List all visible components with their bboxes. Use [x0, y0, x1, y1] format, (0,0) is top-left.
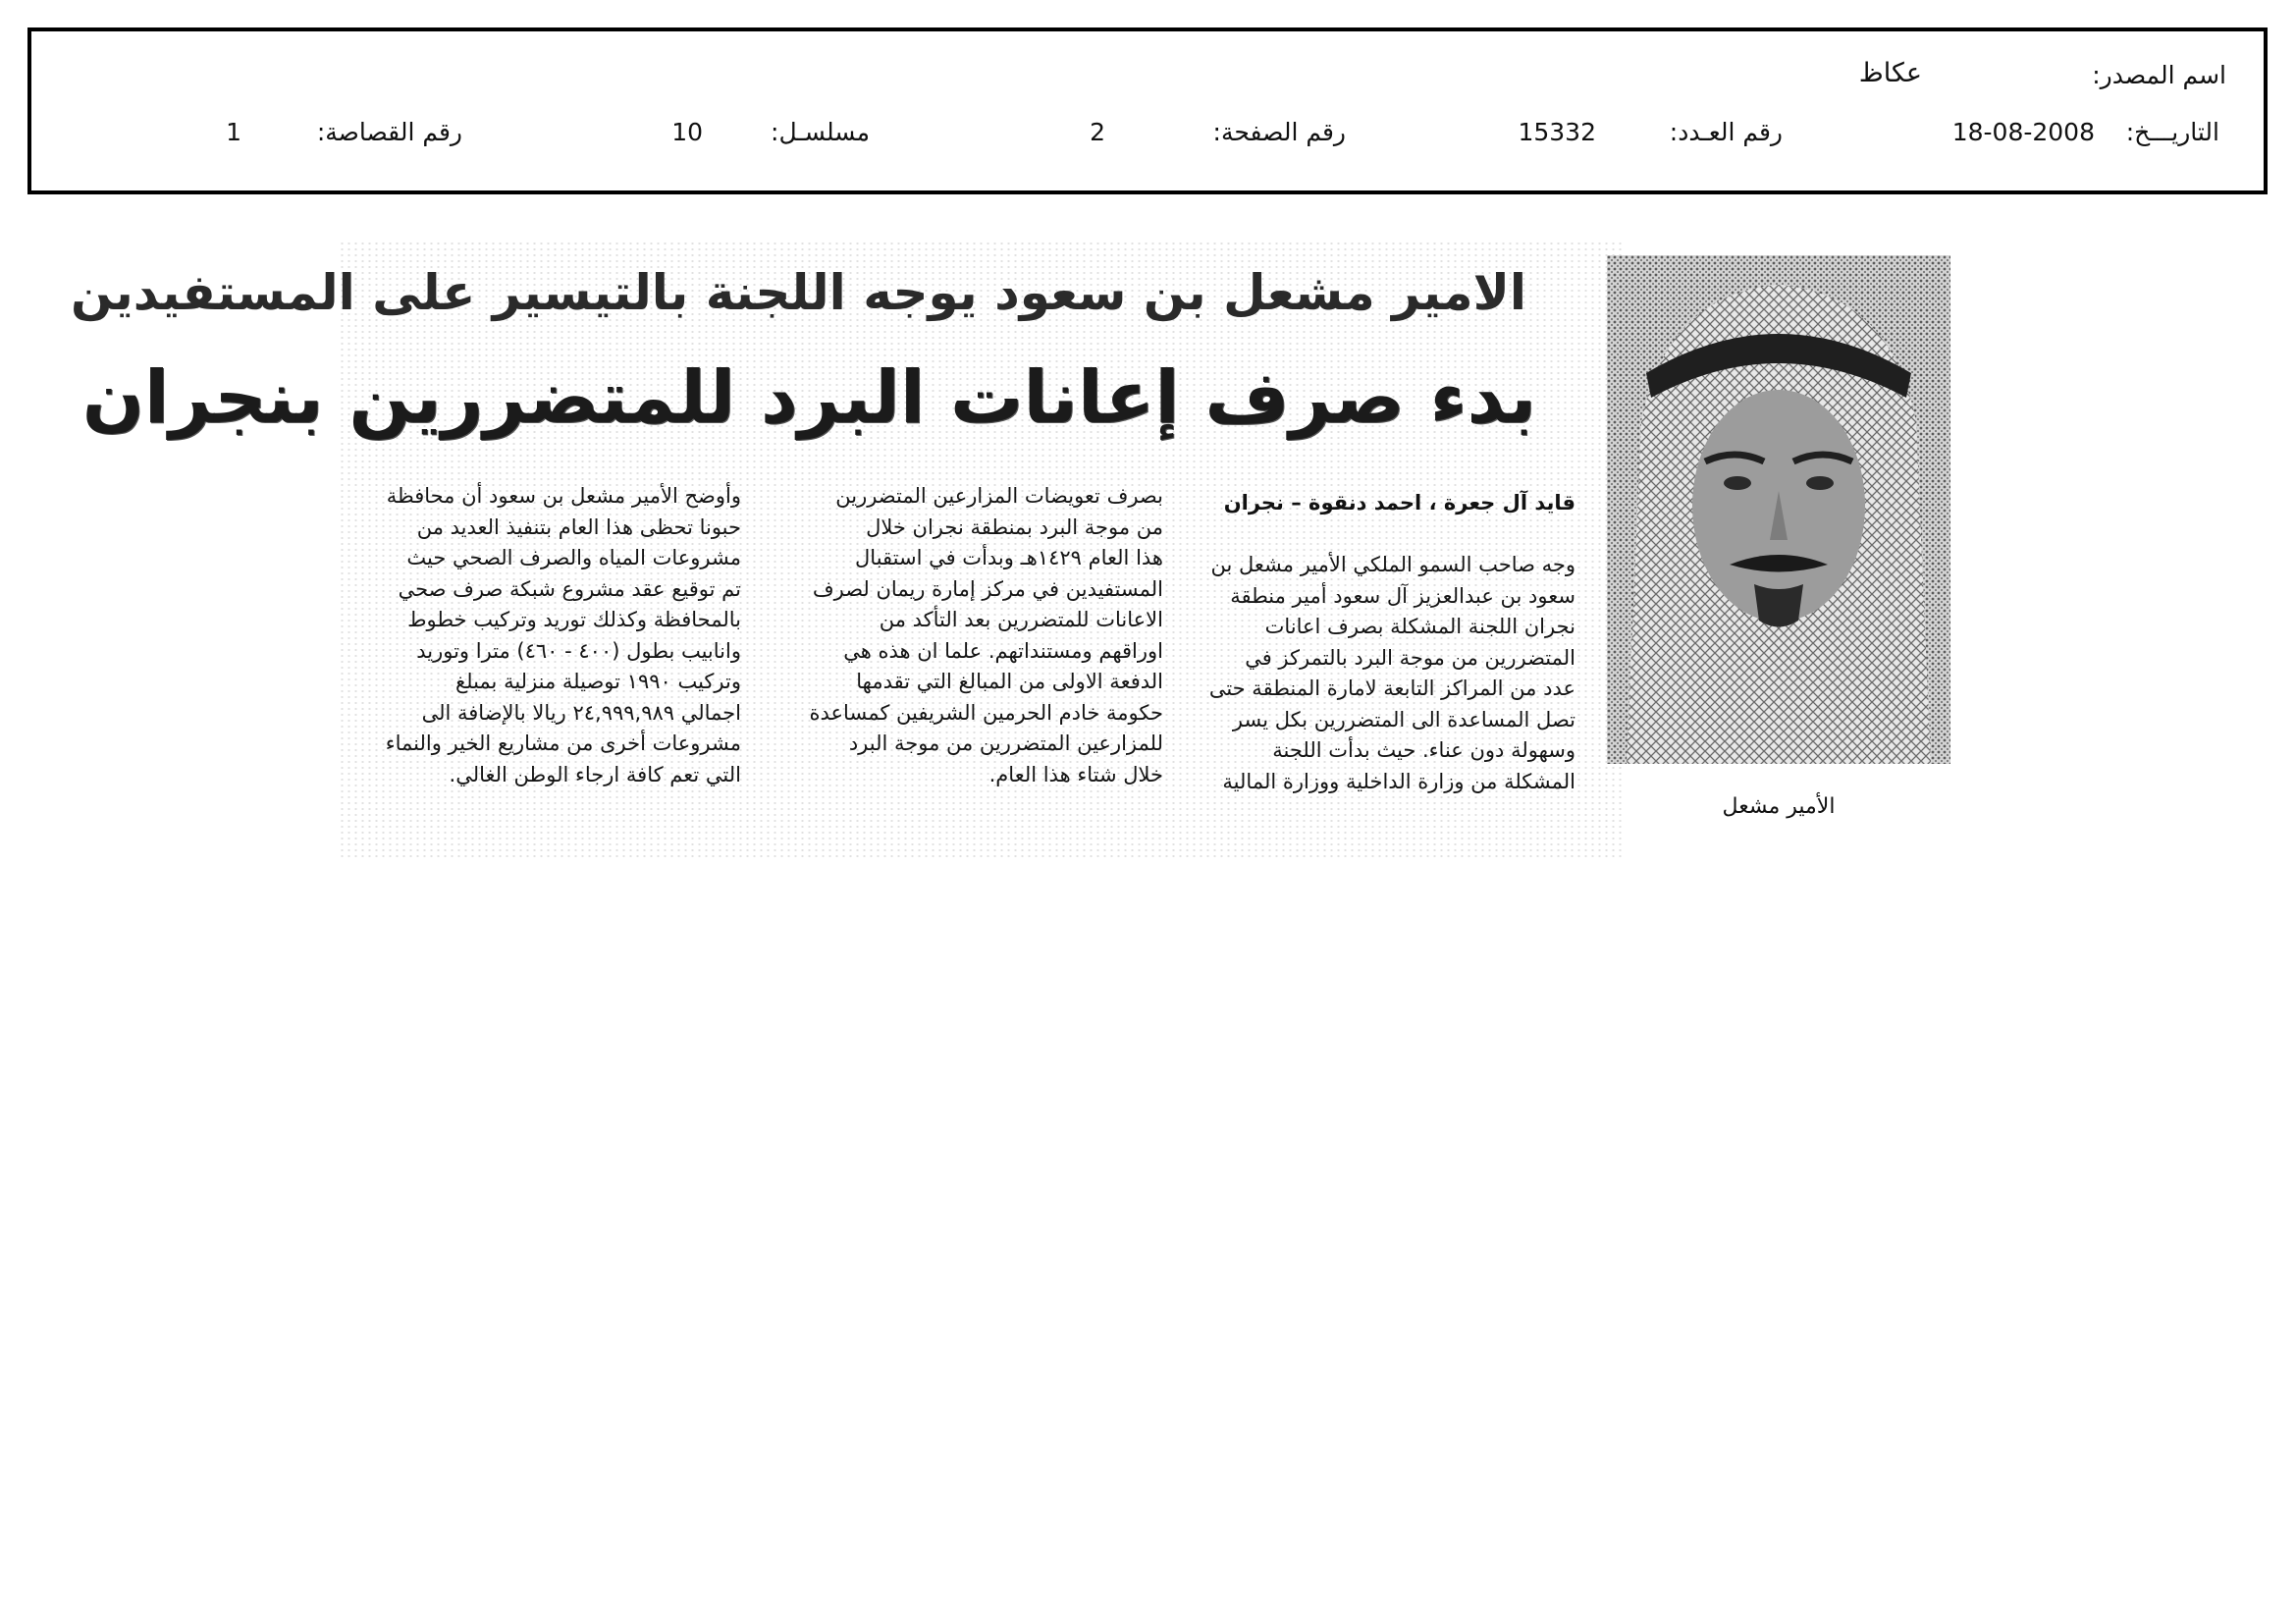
- page-label: رقم الصفحة:: [1212, 118, 1346, 146]
- serial-label: مسلسـل:: [771, 118, 870, 146]
- date-value: 18-08-2008: [1951, 118, 2095, 146]
- column-line: عدد من المراكز التابعة لامارة المنطقة حتى: [1208, 677, 1575, 700]
- clip-label: رقم القصاصة:: [316, 118, 462, 146]
- column-line: المتضررين من موجة البرد بالتمركز في: [1245, 645, 1575, 670]
- column-line: خلال شتاء هذا العام.: [988, 762, 1163, 786]
- column-line: وانابيب بطول (٤٠٠ - ٤٦٠) مترا وتوريد: [416, 638, 741, 663]
- column-line: بصرف تعويضات المزارعين المتضررين: [835, 484, 1163, 508]
- column-line: وأوضح الأمير مشعل بن سعود أن محافظة: [386, 484, 741, 508]
- source-label: اسم المصدر:: [2092, 61, 2226, 89]
- column-line: من موجة البرد بمنطقة نجران خلال: [866, 514, 1163, 539]
- column-line: تصل المساعدة الى المتضررين بكل يسر: [1232, 707, 1575, 731]
- photo-caption: الأمير مشعل: [1722, 794, 1836, 819]
- column-line: الاعانات للمتضررين بعد التأكد من: [879, 608, 1163, 631]
- article-headline: بدء صرف إعانات البرد للمتضررين بنجران: [81, 355, 1536, 440]
- article-column-2: [775, 481, 1163, 790]
- column-line: حكومة خادم الحرمين الشريفين كمساعدة: [809, 700, 1163, 725]
- column-line: وتركيب ١٩٩٠ توصيلة منزلية بمبلغ: [454, 670, 741, 693]
- column-line: نجران اللجنة المشكلة بصرف اعانات: [1264, 615, 1575, 638]
- column-line: سعود بن عبدالعزيز آل سعود أمير منطقة: [1230, 583, 1575, 608]
- article-byline: قايد آل جعرة ، احمد دنقوة – نجران: [1223, 491, 1575, 514]
- column-line: مشروعات أخرى من مشاريع الخير والنماء: [385, 731, 741, 755]
- portrait-illustration: [1607, 255, 1950, 764]
- portrait-photo: [1607, 255, 1950, 764]
- source-value: عكاظ: [1858, 58, 1922, 88]
- column-line: اوراقهم ومستنداتهم. علما ان هذه هي: [843, 638, 1163, 663]
- column-line: اجمالي ٢٤,٩٩٩,٩٨٩ ريالا بالإضافة الى: [421, 700, 741, 725]
- column-line: وسهولة دون عناء. حيث بدأت اللجنة: [1272, 738, 1575, 762]
- column-line: بالمحافظة وكذلك توريد وتركيب خطوط: [407, 608, 741, 631]
- date-label: التاريـــخ:: [2125, 118, 2219, 146]
- clipping-metadata-box: [27, 27, 2268, 194]
- column-line: الدفعة الاولى من المبالغ التي تقدمها: [856, 670, 1163, 693]
- article-column-3: [348, 481, 741, 790]
- column-line: التي تعم كافة ارجاء الوطن الغالي.: [449, 762, 741, 786]
- article-column-1: [1193, 550, 1575, 797]
- page-value: 2: [1090, 118, 1105, 146]
- article-subtitle: الامير مشعل بن سعود يوجه اللجنة بالتيسير على المستفيدين: [71, 264, 1526, 321]
- column-line: وجه صاحب السمو الملكي الأمير مشعل بن: [1210, 553, 1575, 576]
- clip-value: 1: [226, 118, 241, 146]
- column-line: تم توقيع عقد مشروع شبكة صرف صحي: [398, 576, 741, 601]
- column-line: للمزارعين المتضررين من موجة البرد: [848, 731, 1163, 755]
- issue-value: 15332: [1518, 118, 1596, 146]
- column-line: حبونا تحظى هذا العام بتنفيذ العديد من: [416, 514, 741, 539]
- column-line: المشكلة من وزارة الداخلية ووزارة المالية: [1222, 769, 1575, 793]
- serial-value: 10: [671, 118, 703, 146]
- issue-label: رقم العـدد:: [1669, 118, 1783, 146]
- column-line: هذا العام ١٤٢٩هـ وبدأت في استقبال: [855, 546, 1163, 569]
- column-line: المستفيدين في مركز إمارة ريمان لصرف: [812, 576, 1163, 601]
- column-line: مشروعات المياه والصرف الصحي حيث: [406, 546, 741, 569]
- newspaper-clipping: [71, 241, 1968, 859]
